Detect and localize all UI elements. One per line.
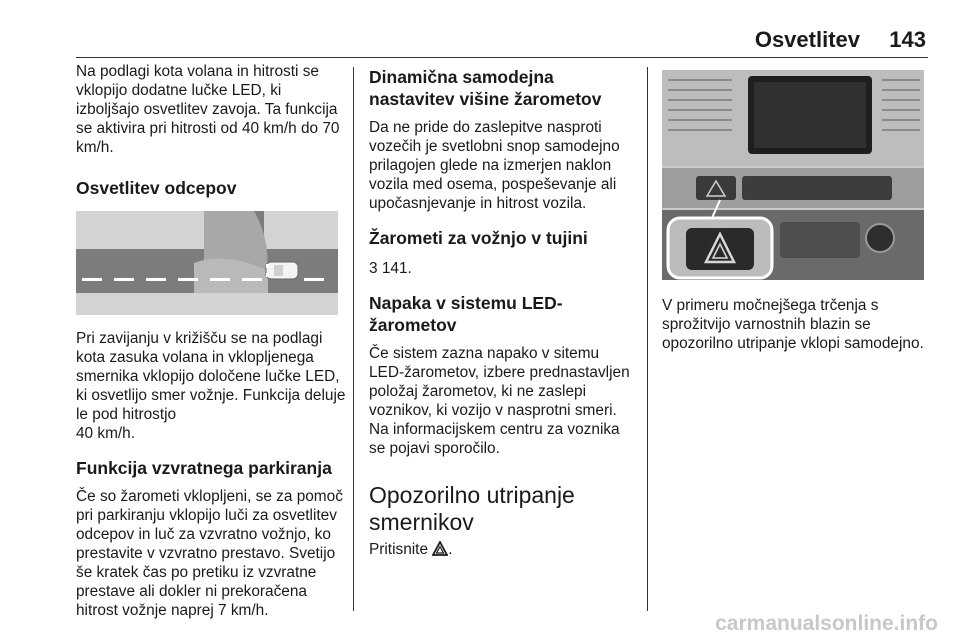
heading-reverse-parking: Funkcija vzvratnega parkiranja — [76, 458, 332, 478]
junction-lighting-illustration — [76, 211, 338, 315]
hazard-switch-photo — [662, 70, 924, 280]
hazard-text-end: . — [448, 541, 453, 558]
fault-paragraph: Če sistem zazna napako v sitemu LED-žarometov, izbere prednastavljen položaj žarometov, ki ne zaslepi voznikov, ki vozijo v nasprotni smeri. Na informacijskem centru za voznika se pojavi sporočilo. — [369, 345, 630, 457]
site-watermark: carmanualsonline.info — [715, 612, 938, 635]
heading-dynamic-leveling: Dinamična samodejna nastavitev višine žarometov — [369, 67, 602, 109]
heading-led-fault: Napaka v sistemu LED-žarometov — [369, 293, 563, 335]
reverse-paragraph: Če so žarometi vklopljeni, se za pomoč pri parkiranju vklopijo luči za osvetlitev odcepov in luč za vzvratno vožnjo, ko prestavite v vzvratno prestavo. Svetijo še kratek čas po pretiku iz vzvratne prestave ali dokler ni prekoračena hitrost vožnje naprej 7 km/h. — [76, 488, 343, 619]
column-divider-1 — [353, 67, 354, 611]
heading-junction-lighting: Osvetlitev odcepov — [76, 178, 237, 198]
column-3 — [662, 62, 926, 353]
header-rule — [76, 57, 928, 58]
dynamic-paragraph: Da ne pride do zaslepitve nasproti vozečih je svetlobni snop samodejno prilagojen glede na izmerjen naklon vozila med osema, pospeševanje ali upočasnjevanje in hitrost vozila. — [369, 119, 620, 212]
column-1 — [76, 62, 348, 620]
reference-abroad: 3 141. — [369, 260, 412, 277]
junction-paragraph: Pri zavijanju v križišču se na podlagi kota zasuka volana in vklopljenega smernika vklopijo določene lučke LED, ki osvetlijo smer vožnje. Funkcija deluje le pod hitrostjo — [76, 330, 346, 423]
page-number: 143 — [889, 27, 926, 52]
intro-paragraph: Na podlagi kota volana in hitrosti se vklopijo dodatne lučke LED, ki izboljšajo osvetlitev zavoja. Ta funkcija se aktivira pri hitrosti od 40 km/h do 70 km/h. — [76, 63, 340, 156]
heading-hazard-flashers: Opozorilno utripanje smernikov — [369, 482, 575, 535]
hazard-text: Pritisnite — [369, 541, 429, 558]
junction-speed: 40 km/h. — [76, 425, 136, 442]
heading-driving-abroad: Žarometi za vožnjo v tujini — [369, 228, 588, 248]
crash-paragraph: V primeru močnejšega trčenja s sprožitvijo varnostnih blazin se opozorilno utripanje vklopi samodejno. — [662, 297, 924, 352]
hazard-triangle-icon — [432, 541, 448, 556]
column-divider-2 — [647, 67, 648, 611]
hazard-paragraph — [369, 540, 637, 559]
column-2 — [369, 62, 637, 559]
running-header-title: Osvetlitev — [754, 27, 860, 52]
